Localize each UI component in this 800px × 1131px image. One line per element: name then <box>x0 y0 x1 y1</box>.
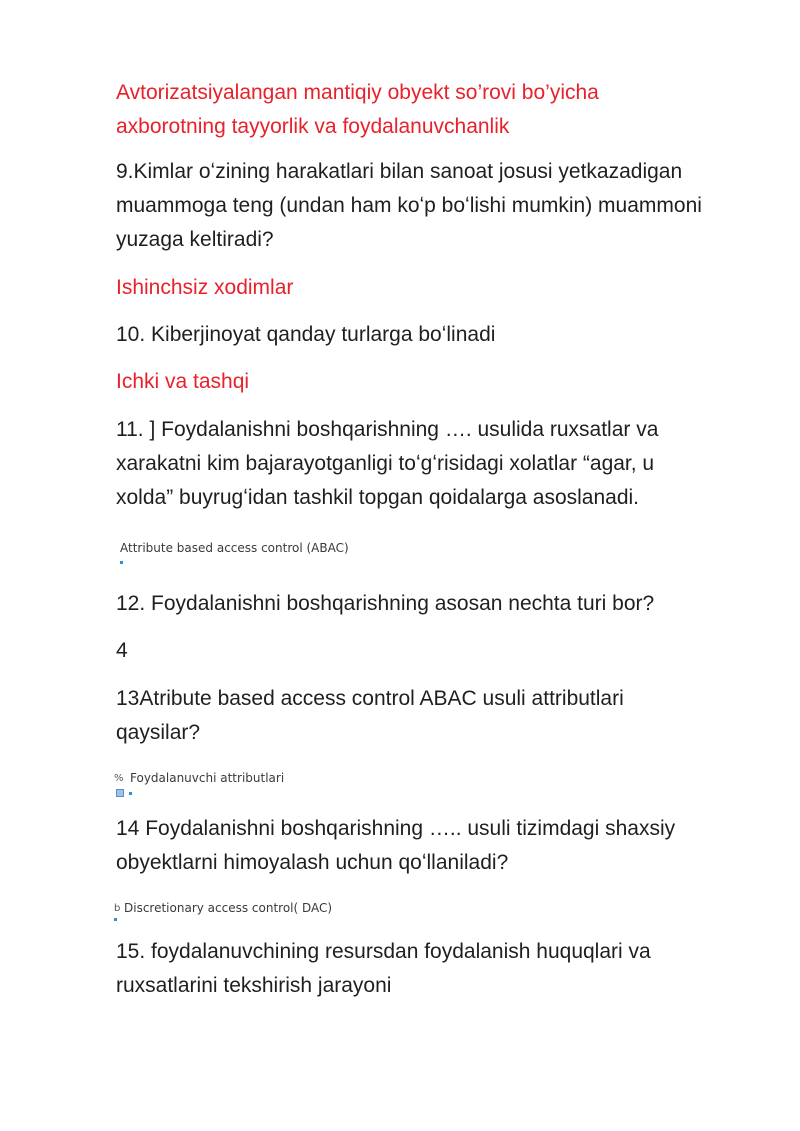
snippet-marker <box>129 792 132 795</box>
question-11-text: 11. ] Foydalanishni boshqarishning …. usulida ruxsatlar va xarakatni kim bajarayotganligi toʻgʻrisidagi xolatlar “agar, u xolda” buyrugʻidan tashkil topgan qoidalarga asoslanadi. <box>116 418 665 509</box>
question-13-text: 13Atribute based access control ABAC usuli attributlari qaysilar? <box>116 687 630 744</box>
question-15-text: 15. foydalanuvchining resursdan foydalanish huquqlari va ruxsatlarini tekshirish jarayoni <box>116 940 657 997</box>
b-glyph-icon: b <box>114 903 121 914</box>
percent-icon: % <box>114 773 124 784</box>
snippet-marker <box>120 561 123 564</box>
answer-14-snippet: Discretionary access control( DAC) <box>124 901 333 915</box>
answer-10-text: Ichki va tashqi <box>116 370 250 393</box>
answer-11-snippet: Attribute based access control (ABAC) <box>120 541 349 555</box>
answer-8-text: Avtorizatsiyalangan mantiqiy obyekt so’rovi bo’yicha axborotning tayyorlik va foydalanuvchanlik <box>116 81 605 138</box>
snippet-marker <box>114 918 117 921</box>
question-12-text: 12. Foydalanishni boshqarishning asosan nechta turi bor? <box>116 592 655 615</box>
answer-12-text: 4 <box>116 639 128 662</box>
question-14-text: 14 Foydalanishni boshqarishning ….. usuli tizimdagi shaxsiy obyektlarni himoyalash uchun qoʻllaniladi? <box>116 817 681 874</box>
question-10-text: 10. Kiberjinoyat qanday turlarga boʻlinadi <box>116 323 496 346</box>
answer-13-snippet: Foydalanuvchi attributlari <box>130 771 285 785</box>
answer-9-text: Ishinchsiz xodimlar <box>116 276 294 299</box>
question-9-text: 9.Kimlar oʻzining harakatlari bilan sanoat josusi yetkazadigan muammoga teng (undan ham koʻp boʻlishi mumkin) muammoni yuzaga keltiradi? <box>116 160 708 251</box>
document-icon <box>116 789 124 797</box>
